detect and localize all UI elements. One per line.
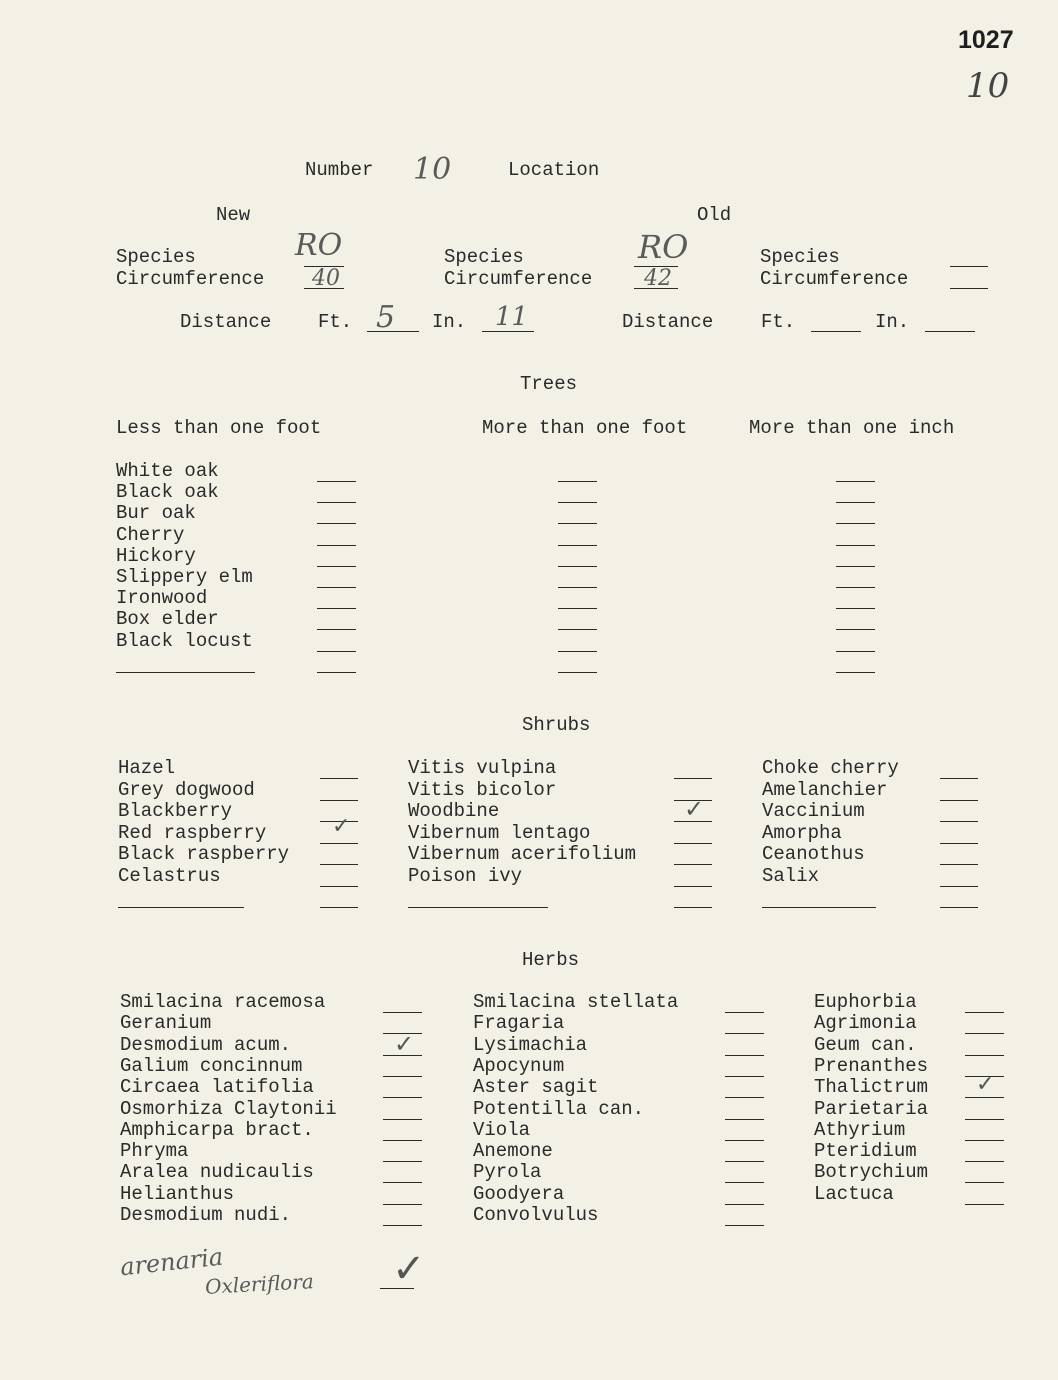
herb-check-blank (965, 1140, 1004, 1141)
shrub-species-label: Woodbine (408, 800, 500, 822)
herb-species-label: Geum can. (814, 1033, 917, 1056)
tree-more-than-inch-blank (836, 672, 875, 673)
herb-check-blank (725, 1225, 764, 1226)
distance-ft-label: Ft. (318, 311, 353, 333)
herb-species-label: Viola (473, 1118, 531, 1141)
shrub-check-blank (320, 886, 358, 887)
herb-species-label: Circaea latifolia (120, 1076, 314, 1099)
tree-less-than-foot-blank (317, 651, 356, 652)
herb-check-blank (725, 1097, 764, 1098)
shrub-species-label: Salix (762, 864, 820, 887)
herb-check-blank (383, 1076, 422, 1077)
new-circumference-value: 40 (312, 266, 340, 291)
herb-species-label: Athyrium (814, 1118, 906, 1141)
shrub-extra-species-blank (762, 907, 876, 908)
thalictrum-check-icon: ✓ (976, 1072, 995, 1097)
old-circumference-blank (634, 288, 678, 289)
tree-more-than-foot-blank (558, 523, 597, 524)
herbs-title: Herbs (522, 949, 580, 971)
third-circumference-blank (950, 288, 988, 289)
herb-species-label: Galium concinnum (120, 1054, 303, 1077)
distance-ft-value: 5 (376, 300, 396, 335)
distance-in-value: 11 (495, 302, 529, 332)
tree-more-than-foot-blank (558, 651, 597, 652)
shrub-species-label: Vitis vulpina (408, 757, 557, 779)
herb-check-blank (965, 1033, 1004, 1034)
herb-species-label: Helianthus (120, 1182, 235, 1205)
herb-species-label: Desmodium acum. (120, 1033, 292, 1056)
herb-species-label: Euphorbia (814, 991, 917, 1013)
shrub-species-label: Vaccinium (762, 800, 865, 822)
herb-check-blank (725, 1012, 764, 1013)
shrub-species-label: Hazel (118, 757, 176, 779)
tree-more-than-inch-blank (836, 481, 875, 482)
old-circumference-label: Circumference (444, 268, 593, 290)
shrub-check-blank (320, 907, 358, 908)
tree-less-than-foot-blank (317, 587, 356, 588)
old-species-value: RO (638, 228, 689, 266)
herb-check-blank (725, 1204, 764, 1205)
trees-title: Trees (520, 373, 578, 395)
old-circumference-value: 42 (644, 266, 672, 291)
shrub-check-blank (674, 864, 712, 865)
shrub-check-blank (320, 843, 358, 844)
shrub-check-blank (674, 843, 712, 844)
number-label: Number (305, 159, 374, 181)
shrub-species-label: Ceanothus (762, 843, 865, 865)
herb-species-label: Lactuca (814, 1182, 894, 1205)
tree-more-than-inch-blank (836, 587, 875, 588)
shrub-species-label: Poison ivy (408, 864, 523, 887)
herb-species-label: Aster sagit (473, 1076, 599, 1099)
herb-check-blank (725, 1161, 764, 1162)
shrub-check-blank (320, 864, 358, 865)
shrub-species-label: Black raspberry (118, 843, 290, 865)
old-distance-ft-blank (811, 331, 861, 332)
herb-species-label: Amphicarpa bract. (120, 1118, 314, 1141)
tree-species-label: White oak (116, 460, 219, 482)
tree-less-than-foot-blank (317, 545, 356, 546)
old-distance-ft-label: Ft. (761, 311, 796, 333)
shrub-check-blank (940, 886, 978, 887)
shrub-species-label: Vitis bicolor (408, 778, 557, 801)
handwritten-note-1: arenaria (118, 1242, 225, 1282)
herb-check-blank (725, 1119, 764, 1120)
herb-species-label: Parietaria (814, 1097, 929, 1120)
herb-species-label: Fragaria (473, 1012, 565, 1035)
shrub-species-label: Vibernum acerifolium (408, 843, 637, 865)
trees-col1-header: Less than one foot (116, 417, 322, 439)
record-stamp: 1027 (958, 26, 1014, 54)
shrub-species-label: Amorpha (762, 821, 842, 844)
herb-species-label: Potentilla can. (473, 1097, 645, 1120)
herb-check-blank (965, 1182, 1004, 1183)
herb-species-label: Desmodium nudi. (120, 1204, 292, 1226)
herb-check-blank (965, 1119, 1004, 1120)
herb-species-label: Apocynum (473, 1054, 565, 1077)
tree-extra-species-blank (116, 672, 255, 673)
woodbine-check-icon: ✓ (684, 795, 705, 823)
herb-species-label: Lysimachia (473, 1033, 588, 1056)
herb-check-blank (965, 1097, 1004, 1098)
third-species-blank (950, 266, 988, 267)
distance-in-blank (482, 331, 534, 332)
tree-more-than-inch-blank (836, 608, 875, 609)
shrub-check-blank (940, 864, 978, 865)
herb-species-label: Pteridium (814, 1140, 917, 1163)
herb-species-label: Geranium (120, 1012, 212, 1035)
new-circumference-blank (304, 288, 344, 289)
tree-more-than-foot-blank (558, 502, 597, 503)
shrub-species-label: Celastrus (118, 864, 221, 887)
tree-more-than-foot-blank (558, 481, 597, 482)
herb-check-blank (383, 1140, 422, 1141)
shrub-species-label: Choke cherry (762, 757, 899, 779)
herb-check-blank (383, 1204, 422, 1205)
herb-check-blank (383, 1225, 422, 1226)
herb-check-blank (383, 1097, 422, 1098)
shrub-check-blank (940, 907, 978, 908)
third-circumference-label: Circumference (760, 268, 909, 290)
handwritten-check-icon: ✓ (392, 1246, 426, 1292)
shrub-species-label: Grey dogwood (118, 778, 255, 801)
herb-species-label: Anemone (473, 1140, 553, 1163)
herb-check-blank (725, 1076, 764, 1077)
tree-more-than-inch-blank (836, 523, 875, 524)
desmodium-acum-check-icon: ✓ (394, 1030, 415, 1058)
tree-less-than-foot-blank (317, 629, 356, 630)
tree-more-than-inch-blank (836, 566, 875, 567)
herb-species-label: Convolvulus (473, 1204, 599, 1226)
herb-check-blank (383, 1012, 422, 1013)
shrub-species-label: Vibernum lentago (408, 821, 591, 844)
shrub-extra-species-blank (408, 907, 548, 908)
herb-check-blank (965, 1204, 1004, 1205)
tree-species-label: Hickory (116, 544, 196, 567)
tree-species-label: Black locust (116, 629, 253, 652)
herb-check-blank (965, 1161, 1004, 1162)
new-species-value: RO (295, 228, 343, 263)
herb-species-label: Smilacina racemosa (120, 991, 326, 1013)
trees-col3-header: More than one inch (749, 417, 955, 439)
tree-more-than-foot-blank (558, 587, 597, 588)
shrub-check-blank (940, 800, 978, 801)
tree-less-than-foot-blank (317, 481, 356, 482)
tree-species-label: Box elder (116, 608, 219, 631)
herb-check-blank (725, 1140, 764, 1141)
herb-check-blank (383, 1119, 422, 1120)
herb-check-blank (965, 1012, 1004, 1013)
shrub-check-blank (940, 778, 978, 779)
tree-species-label: Black oak (116, 481, 219, 504)
new-label: New (216, 204, 251, 226)
herb-check-blank (725, 1033, 764, 1034)
herb-species-label: Prenanthes (814, 1054, 929, 1077)
trees-col2-header: More than one foot (482, 417, 688, 439)
shrubs-title: Shrubs (522, 714, 591, 736)
shrub-check-blank (940, 821, 978, 822)
handwritten-page-number: 10 (966, 66, 1010, 106)
tree-less-than-foot-blank (317, 502, 356, 503)
tree-more-than-inch-blank (836, 651, 875, 652)
tree-less-than-foot-blank (317, 523, 356, 524)
red-raspberry-check-icon: ✓ (332, 814, 351, 839)
distance-ft-blank (367, 331, 419, 332)
herb-check-blank (725, 1055, 764, 1056)
tree-species-label: Slippery elm (116, 566, 253, 588)
old-distance-in-label: In. (875, 311, 910, 333)
shrub-check-blank (320, 778, 358, 779)
herb-species-label: Pyrola (473, 1161, 542, 1184)
tree-species-label: Bur oak (116, 502, 196, 525)
tree-less-than-foot-blank (317, 672, 356, 673)
tree-species-label: Ironwood (116, 587, 208, 610)
shrub-check-blank (674, 886, 712, 887)
tree-more-than-foot-blank (558, 545, 597, 546)
third-species-label: Species (760, 246, 840, 268)
tree-species-label: Cherry (116, 523, 185, 546)
herb-species-label: Thalictrum (814, 1076, 929, 1099)
tree-less-than-foot-blank (317, 608, 356, 609)
tree-more-than-inch-blank (836, 545, 875, 546)
old-label: Old (697, 204, 732, 226)
shrub-check-blank (674, 907, 712, 908)
herb-check-blank (383, 1182, 422, 1183)
herb-species-label: Agrimonia (814, 1012, 917, 1035)
tree-more-than-foot-blank (558, 608, 597, 609)
new-species-label: Species (116, 246, 196, 268)
herb-species-label: Aralea nudicaulis (120, 1161, 314, 1184)
shrub-check-blank (320, 800, 358, 801)
notes-blank (380, 1288, 414, 1289)
tree-more-than-foot-blank (558, 672, 597, 673)
handwritten-note-2: Oxleriflora (204, 1269, 315, 1299)
herb-species-label: Goodyera (473, 1182, 565, 1205)
herb-check-blank (965, 1055, 1004, 1056)
distance-in-label: In. (432, 311, 467, 333)
tree-more-than-foot-blank (558, 629, 597, 630)
tree-more-than-foot-blank (558, 566, 597, 567)
old-distance-in-blank (925, 331, 975, 332)
distance-label: Distance (180, 311, 272, 333)
shrub-extra-species-blank (118, 907, 244, 908)
location-label: Location (508, 159, 600, 181)
tree-more-than-inch-blank (836, 502, 875, 503)
tree-less-than-foot-blank (317, 566, 356, 567)
shrub-check-blank (940, 843, 978, 844)
old-distance-label: Distance (622, 311, 714, 333)
herb-species-label: Phryma (120, 1140, 189, 1163)
herb-check-blank (725, 1182, 764, 1183)
shrub-species-label: Amelanchier (762, 778, 888, 801)
shrub-species-label: Red raspberry (118, 821, 267, 844)
new-circumference-label: Circumference (116, 268, 265, 290)
shrub-check-blank (674, 778, 712, 779)
shrub-species-label: Blackberry (118, 800, 233, 822)
herb-species-label: Smilacina stellata (473, 991, 679, 1013)
herb-check-blank (383, 1161, 422, 1162)
number-value: 10 (413, 152, 452, 187)
herb-species-label: Botrychium (814, 1161, 929, 1184)
herb-species-label: Osmorhiza Claytonii (120, 1097, 337, 1120)
tree-more-than-inch-blank (836, 629, 875, 630)
old-species-label: Species (444, 246, 524, 268)
